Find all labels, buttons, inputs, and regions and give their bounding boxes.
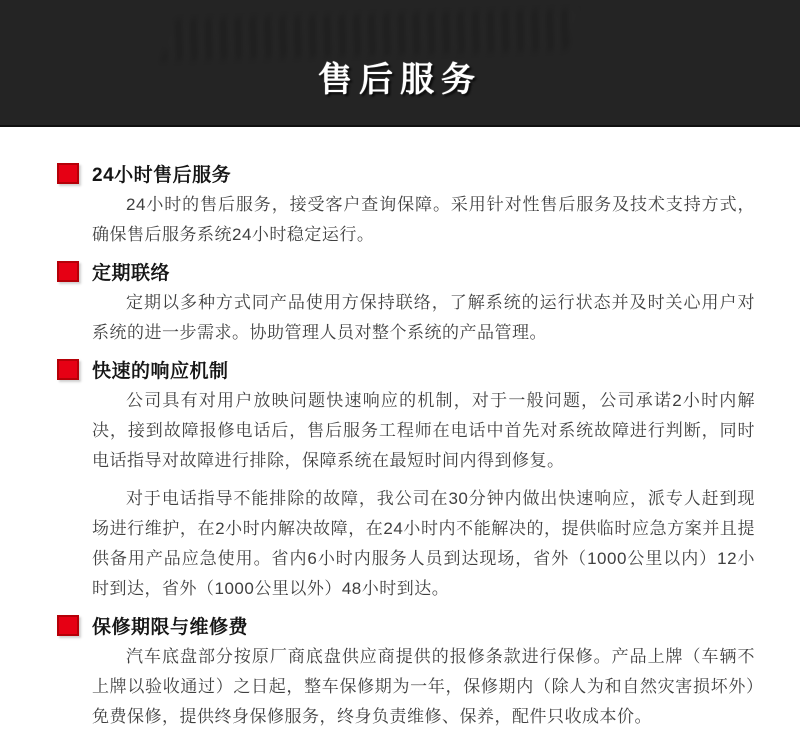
- section-heading-row: [57, 356, 755, 383]
- page-header-banner: [0, 0, 800, 127]
- section-paragraph: 24小时的售后服务，接受客户查询保障。采用针对性售后服务及技术支持方式，确保售后服务系统24小时稳定运行。: [92, 195, 755, 244]
- section-heading: 24小时售后服务: [92, 165, 232, 186]
- page-title: 售后服务: [318, 61, 482, 99]
- section-heading-row: [57, 258, 755, 285]
- service-section: [57, 258, 755, 348]
- section-paragraph: 汽车底盘部分按原厂商底盘供应商提供的报修条款进行保修。产品上牌（车辆不上牌以验收通过）之日起，整车保修期为一年，保修期内（除人为和自然灾害损坏外）免费保修，提供终身保修服务，终身负责维修、保养，配件只收成本价。: [92, 647, 755, 726]
- section-heading-row: [57, 160, 755, 187]
- red-square-bullet-icon: [57, 261, 79, 282]
- red-square-bullet-icon: [57, 359, 79, 380]
- section-paragraph: 对于电话指导不能排除的故障，我公司在30分钟内做出快速响应，派专人赶到现场进行维护，在2小时内解决故障，在24小时内不能解决的，提供临时应急方案并且提供备用产品应急使用。省内6小时内服务人员到达现场，省外（1000公里以内）12小时到达，省外（1000公里以外）48小时到达。: [92, 489, 755, 598]
- section-heading-row: [57, 612, 755, 639]
- section-paragraph: 公司具有对用户放映问题快速响应的机制，对于一般问题，公司承诺2小时内解决，接到故障报修电话后，售后服务工程师在电话中首先对系统故障进行判断，同时电话指导对故障进行排除，保障系统在最短时间内得到修复。: [92, 391, 755, 470]
- section-heading: 保修期限与维修费: [92, 617, 249, 638]
- service-section: [57, 612, 755, 732]
- section-heading: 快速的响应机制: [92, 361, 229, 382]
- service-sections-list: [0, 127, 800, 732]
- section-heading: 定期联络: [92, 263, 171, 284]
- service-section: [57, 356, 755, 604]
- red-square-bullet-icon: [57, 615, 79, 636]
- section-paragraph: 定期以多种方式同产品使用方保持联络，了解系统的运行状态并及时关心用户对系统的进一步需求。协助管理人员对整个系统的产品管理。: [92, 293, 755, 342]
- service-section: [57, 160, 755, 250]
- red-square-bullet-icon: [57, 163, 79, 184]
